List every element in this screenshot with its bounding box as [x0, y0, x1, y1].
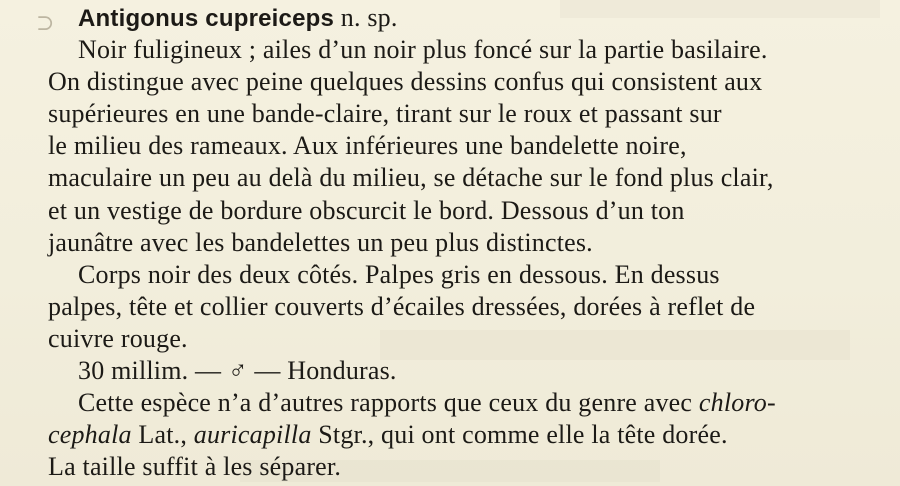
remarks-line [78, 388, 776, 418]
specimen-line: 30 millim. — ♂ — Honduras. [78, 356, 397, 385]
description-line: jaunâtre avec les bandelettes un peu plus distinctes. [48, 228, 593, 257]
remarks-line: La taille suffit à les séparer. [48, 452, 342, 481]
margin-mark: ⊃ [36, 10, 55, 35]
body-line: palpes, tête et collier couverts d’écailes dressées, dorées à reflet de [48, 292, 756, 321]
remarks-line [48, 420, 728, 450]
description-line: supérieures en une bande-claire, tirant sur le roux et passant sur [48, 99, 722, 128]
description-line: On distingue avec peine quelques dessins confus qui consistent aux [48, 67, 763, 96]
body-line: cuivre rouge. [48, 324, 188, 353]
show-through-mid [380, 330, 850, 360]
description-line: Noir fuligineux ; ailes d’un noir plus foncé sur la partie basilaire. [78, 35, 768, 64]
species-tag: n. sp. [340, 3, 398, 32]
species-reference-chloro: chloro- [698, 388, 776, 417]
description-line: le milieu des rameaux. Aux inférieures une bandelette noire, [48, 131, 687, 160]
description-line: maculaire un peu au delà du milieu, se détache sur le fond plus clair, [48, 163, 774, 192]
species-reference-cephala: cephala [48, 420, 132, 449]
species-name: Antigonus cupreiceps [78, 5, 335, 32]
remarks-text: Stgr., qui ont comme elle la tête dorée. [311, 420, 728, 449]
body-line: Corps noir des deux côtés. Palpes gris en dessous. En dessus [78, 260, 720, 289]
species-heading [78, 3, 398, 34]
description-line: et un vestige de bordure obscurcit le bord. Dessous d’un ton [48, 196, 685, 225]
remarks-text: Cette espèce n’a d’autres rapports que ceux du genre avec [78, 388, 693, 417]
show-through-top [560, 0, 880, 18]
author-lat: Lat., [131, 420, 194, 449]
species-reference-auricapilla: auricapilla [193, 420, 312, 449]
